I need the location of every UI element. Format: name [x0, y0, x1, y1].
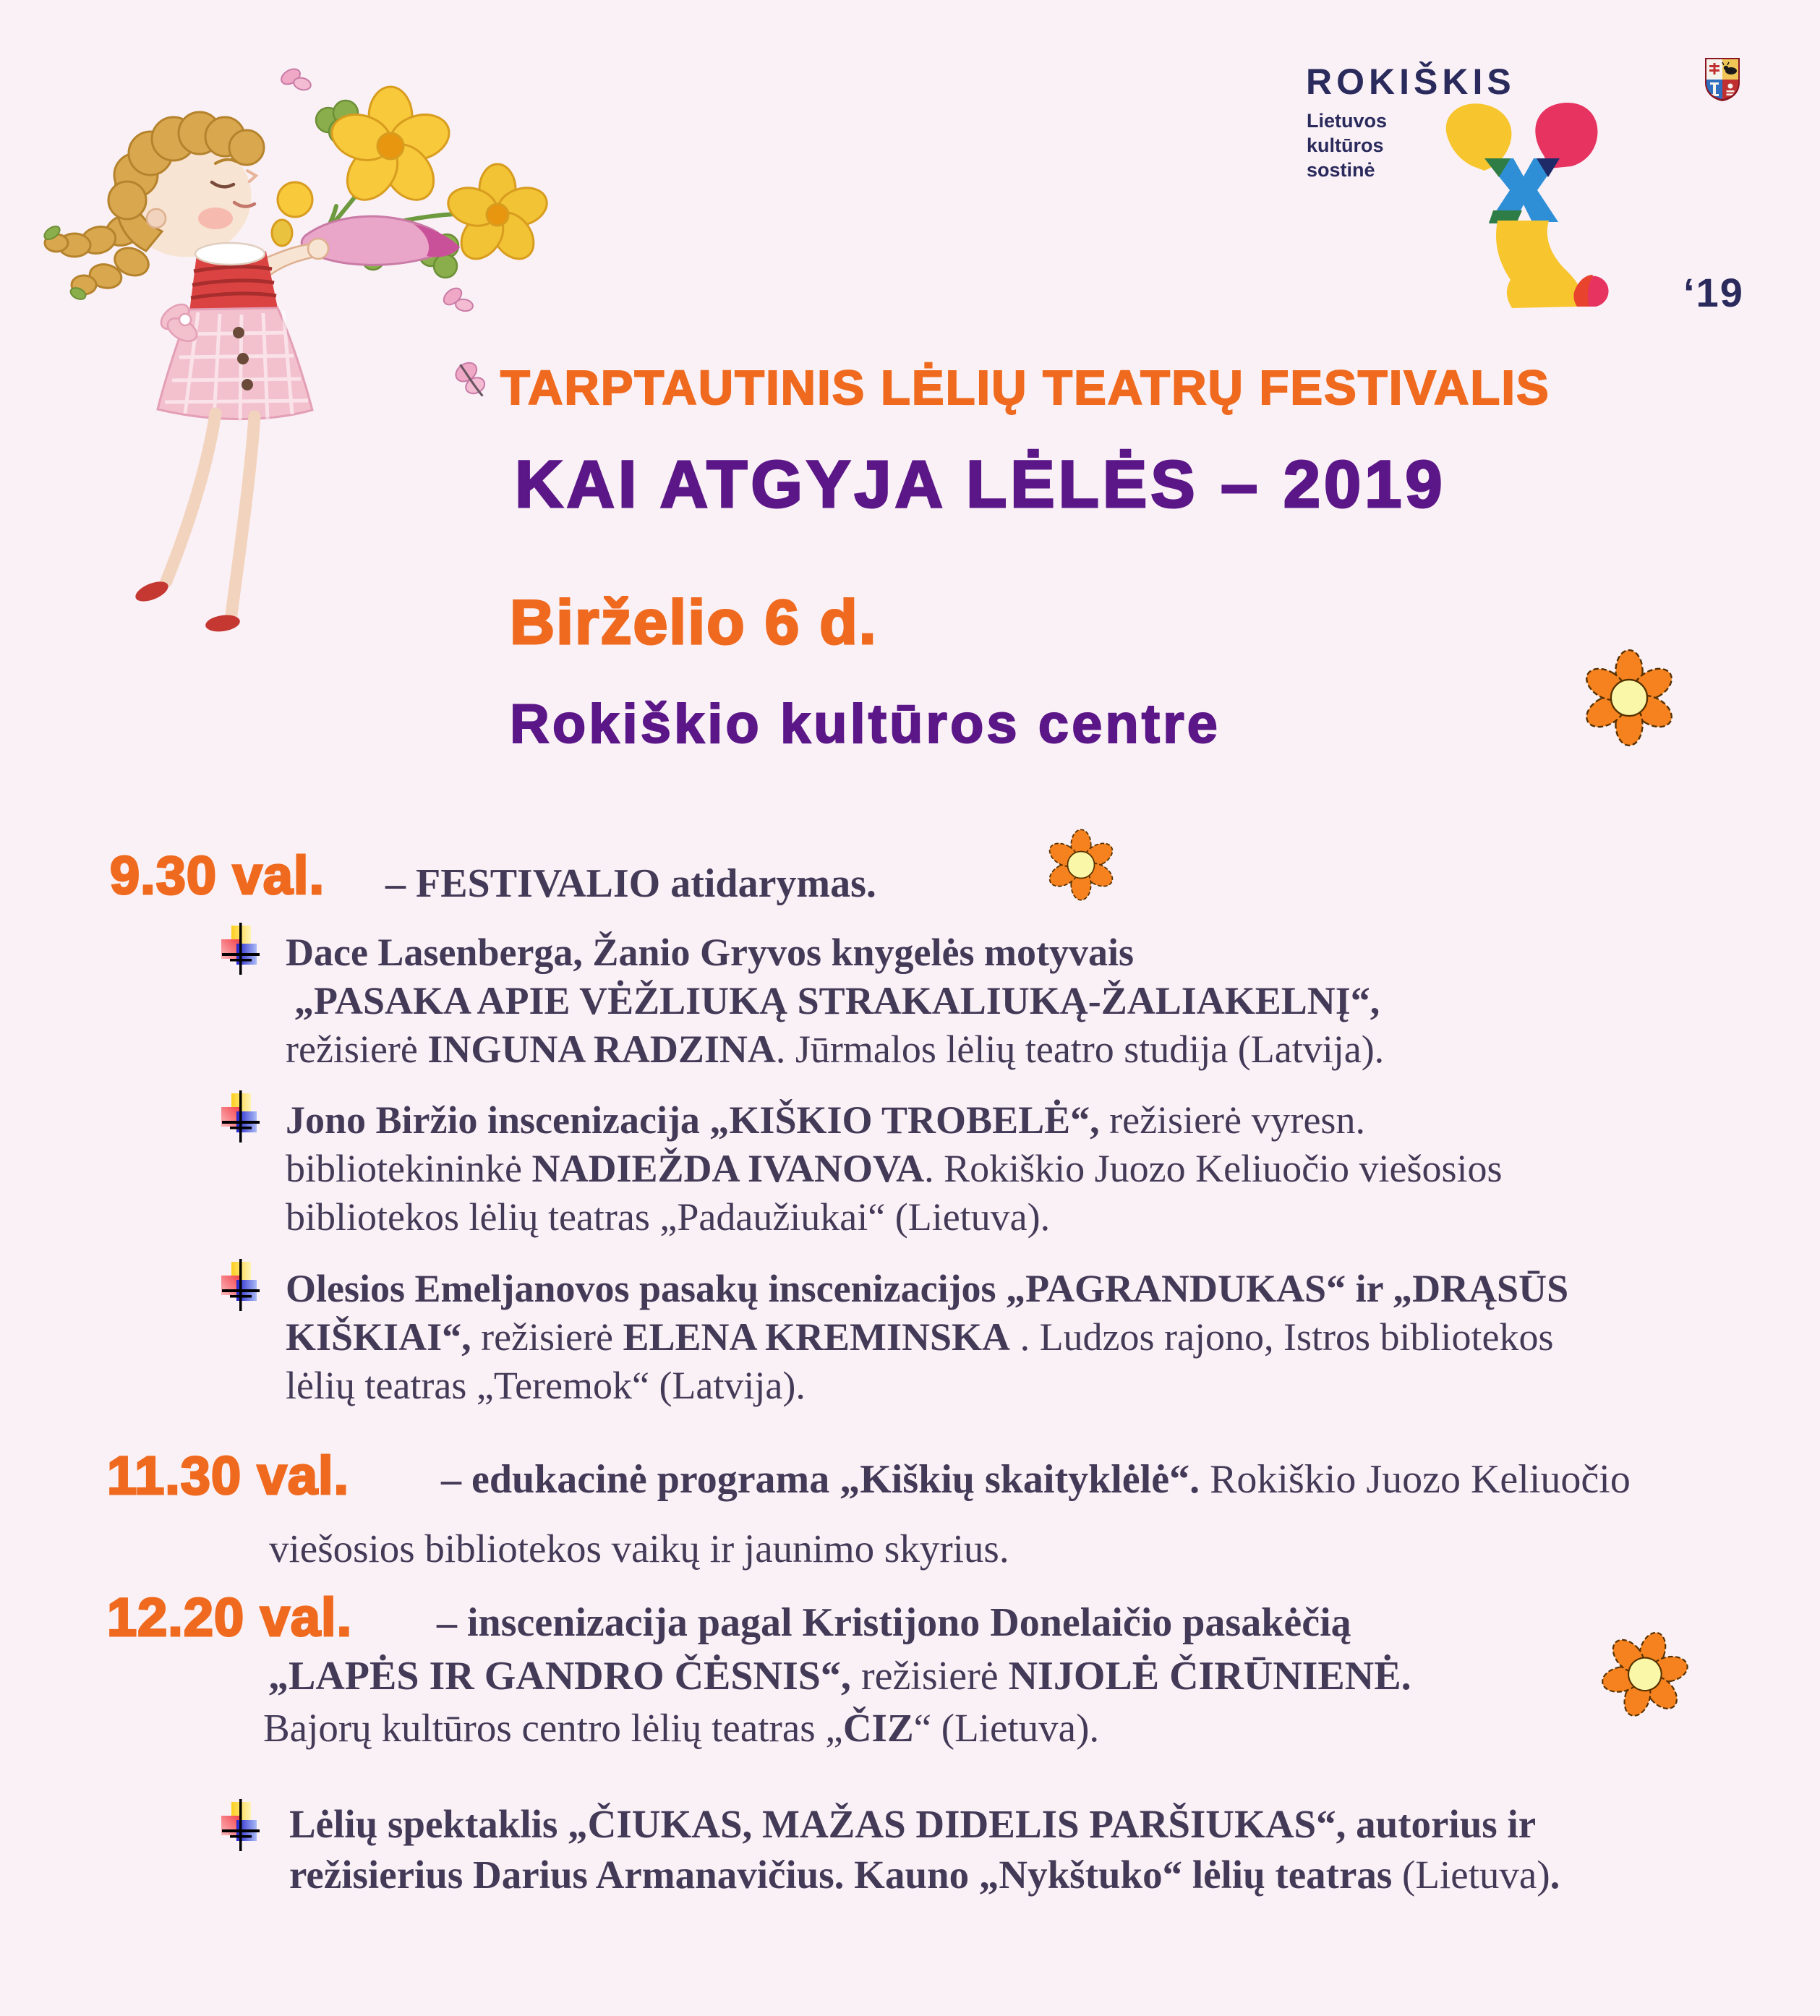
- schedule-item: [286, 1096, 1503, 1242]
- orange-flower-icon: [1535, 604, 1629, 698]
- schedule-heading-930: – FESTIVALIO atidarymas.: [385, 861, 876, 906]
- item-line: „PASAKA APIE VĖŽLIUKĄ STRAKALIUKĄ-ŽALIAKELNĮ“,: [294, 979, 1380, 1022]
- festival-title: TARPTAUTINIS LĖLIŲ TEATRŲ FESTIVALIS: [500, 361, 1550, 415]
- rokiskis-logo-subtitle: [1307, 108, 1387, 182]
- event-venue: Rokiškio kultūros centre: [510, 693, 1221, 755]
- rabbit-figure-logo-icon: [1435, 96, 1612, 309]
- pink-butterfly-icon: [440, 285, 474, 312]
- item-line: režisierė INGUNA RADZINA. Jūrmalos lėlių teatro studija (Latvija).: [286, 1028, 1385, 1071]
- crossed-squares-bullet-icon: [221, 1802, 260, 1851]
- crossed-squares-bullet-icon: [221, 926, 260, 975]
- item-line: Olesios Emeljanovos pasakų inscenizacijos „PAGRANDUKAS“ ir „DRĄSŪS: [286, 1267, 1569, 1310]
- logo-year: ‘19: [1683, 270, 1744, 315]
- item-line: lėlių teatras „Teremok“ (Latvija).: [286, 1364, 806, 1407]
- schedule-line2-1220: „LAPĖS IR GANDRO ČĖSNIS“, režisierė NIJOLĖ ČIRŪNIENĖ.: [268, 1654, 1411, 1699]
- orange-flower-icon: [1564, 1567, 1672, 1675]
- rokiskis-coat-of-arms-icon: [1704, 56, 1741, 103]
- main-title: KAI ATGYJA LĖLĖS – 2019: [515, 448, 1446, 521]
- event-date: Birželio 6 d.: [510, 588, 878, 657]
- schedule-line-1130: viešosios bibliotekos vaikų ir jaunimo skyrius.: [269, 1526, 1009, 1571]
- logo-subtitle-line-2: kultūros: [1307, 134, 1384, 156]
- logo-subtitle-line-1: Lietuvos: [1307, 110, 1388, 132]
- rokiskis-logo-title: ROKIŠKIS: [1306, 61, 1516, 102]
- schedule-heading-1130: – edukacinė programa „Kiškių skaityklėlė“. Rokiškio Juozo Keliuočio: [441, 1457, 1631, 1502]
- schedule-item: [289, 1799, 1560, 1900]
- pink-butterfly-icon: [453, 359, 490, 403]
- item-line: Jono Biržio inscenizacija „KIŠKIO TROBELĖ“, režisierė vyresn.: [286, 1098, 1365, 1142]
- schedule-time-1220: 12.20 val.: [107, 1587, 353, 1647]
- schedule-line3-1220: Bajorų kultūros centro lėlių teatras „ČIZ“ (Lietuva).: [263, 1706, 1100, 1750]
- item-line: Dace Lasenberga, Žanio Gryvos knygelės motyvais: [286, 931, 1134, 974]
- item-line: bibliotekos lėlių teatras „Padaužiukai“ (Lietuva).: [286, 1195, 1051, 1239]
- item-line: bibliotekininkė NADIEŽDA IVANOVA. Rokiškio Juozo Keliuočio viešosios: [286, 1147, 1503, 1190]
- item-line: režisierius Darius Armanavičius. Kauno „Nykštuko“ lėlių teatras (Lietuva).: [289, 1853, 1560, 1897]
- orange-flower-icon: [1012, 795, 1081, 865]
- schedule-time-930: 9.30 val.: [110, 845, 325, 905]
- schedule-item: [286, 928, 1384, 1074]
- schedule-time-1130: 11.30 val.: [107, 1445, 350, 1505]
- item-line: KIŠKIAI“, režisierė ELENA KREMINSKA . Ludzos rajono, Istros bibliotekos: [286, 1315, 1554, 1359]
- pink-butterfly-icon: [278, 66, 312, 92]
- schedule-heading-1220: – inscenizacija pagal Kristijono Donelaičio pasakėčią: [437, 1600, 1351, 1645]
- crossed-squares-bullet-icon: [221, 1093, 260, 1142]
- schedule-item: [286, 1265, 1568, 1410]
- item-line: Lėlių spektaklis „ČIUKAS, MAŽAS DIDELIS PARŠIUKAS“, autorius ir: [289, 1802, 1537, 1846]
- logo-subtitle-line-3: sostinė: [1307, 159, 1375, 181]
- crossed-squares-bullet-icon: [221, 1262, 260, 1311]
